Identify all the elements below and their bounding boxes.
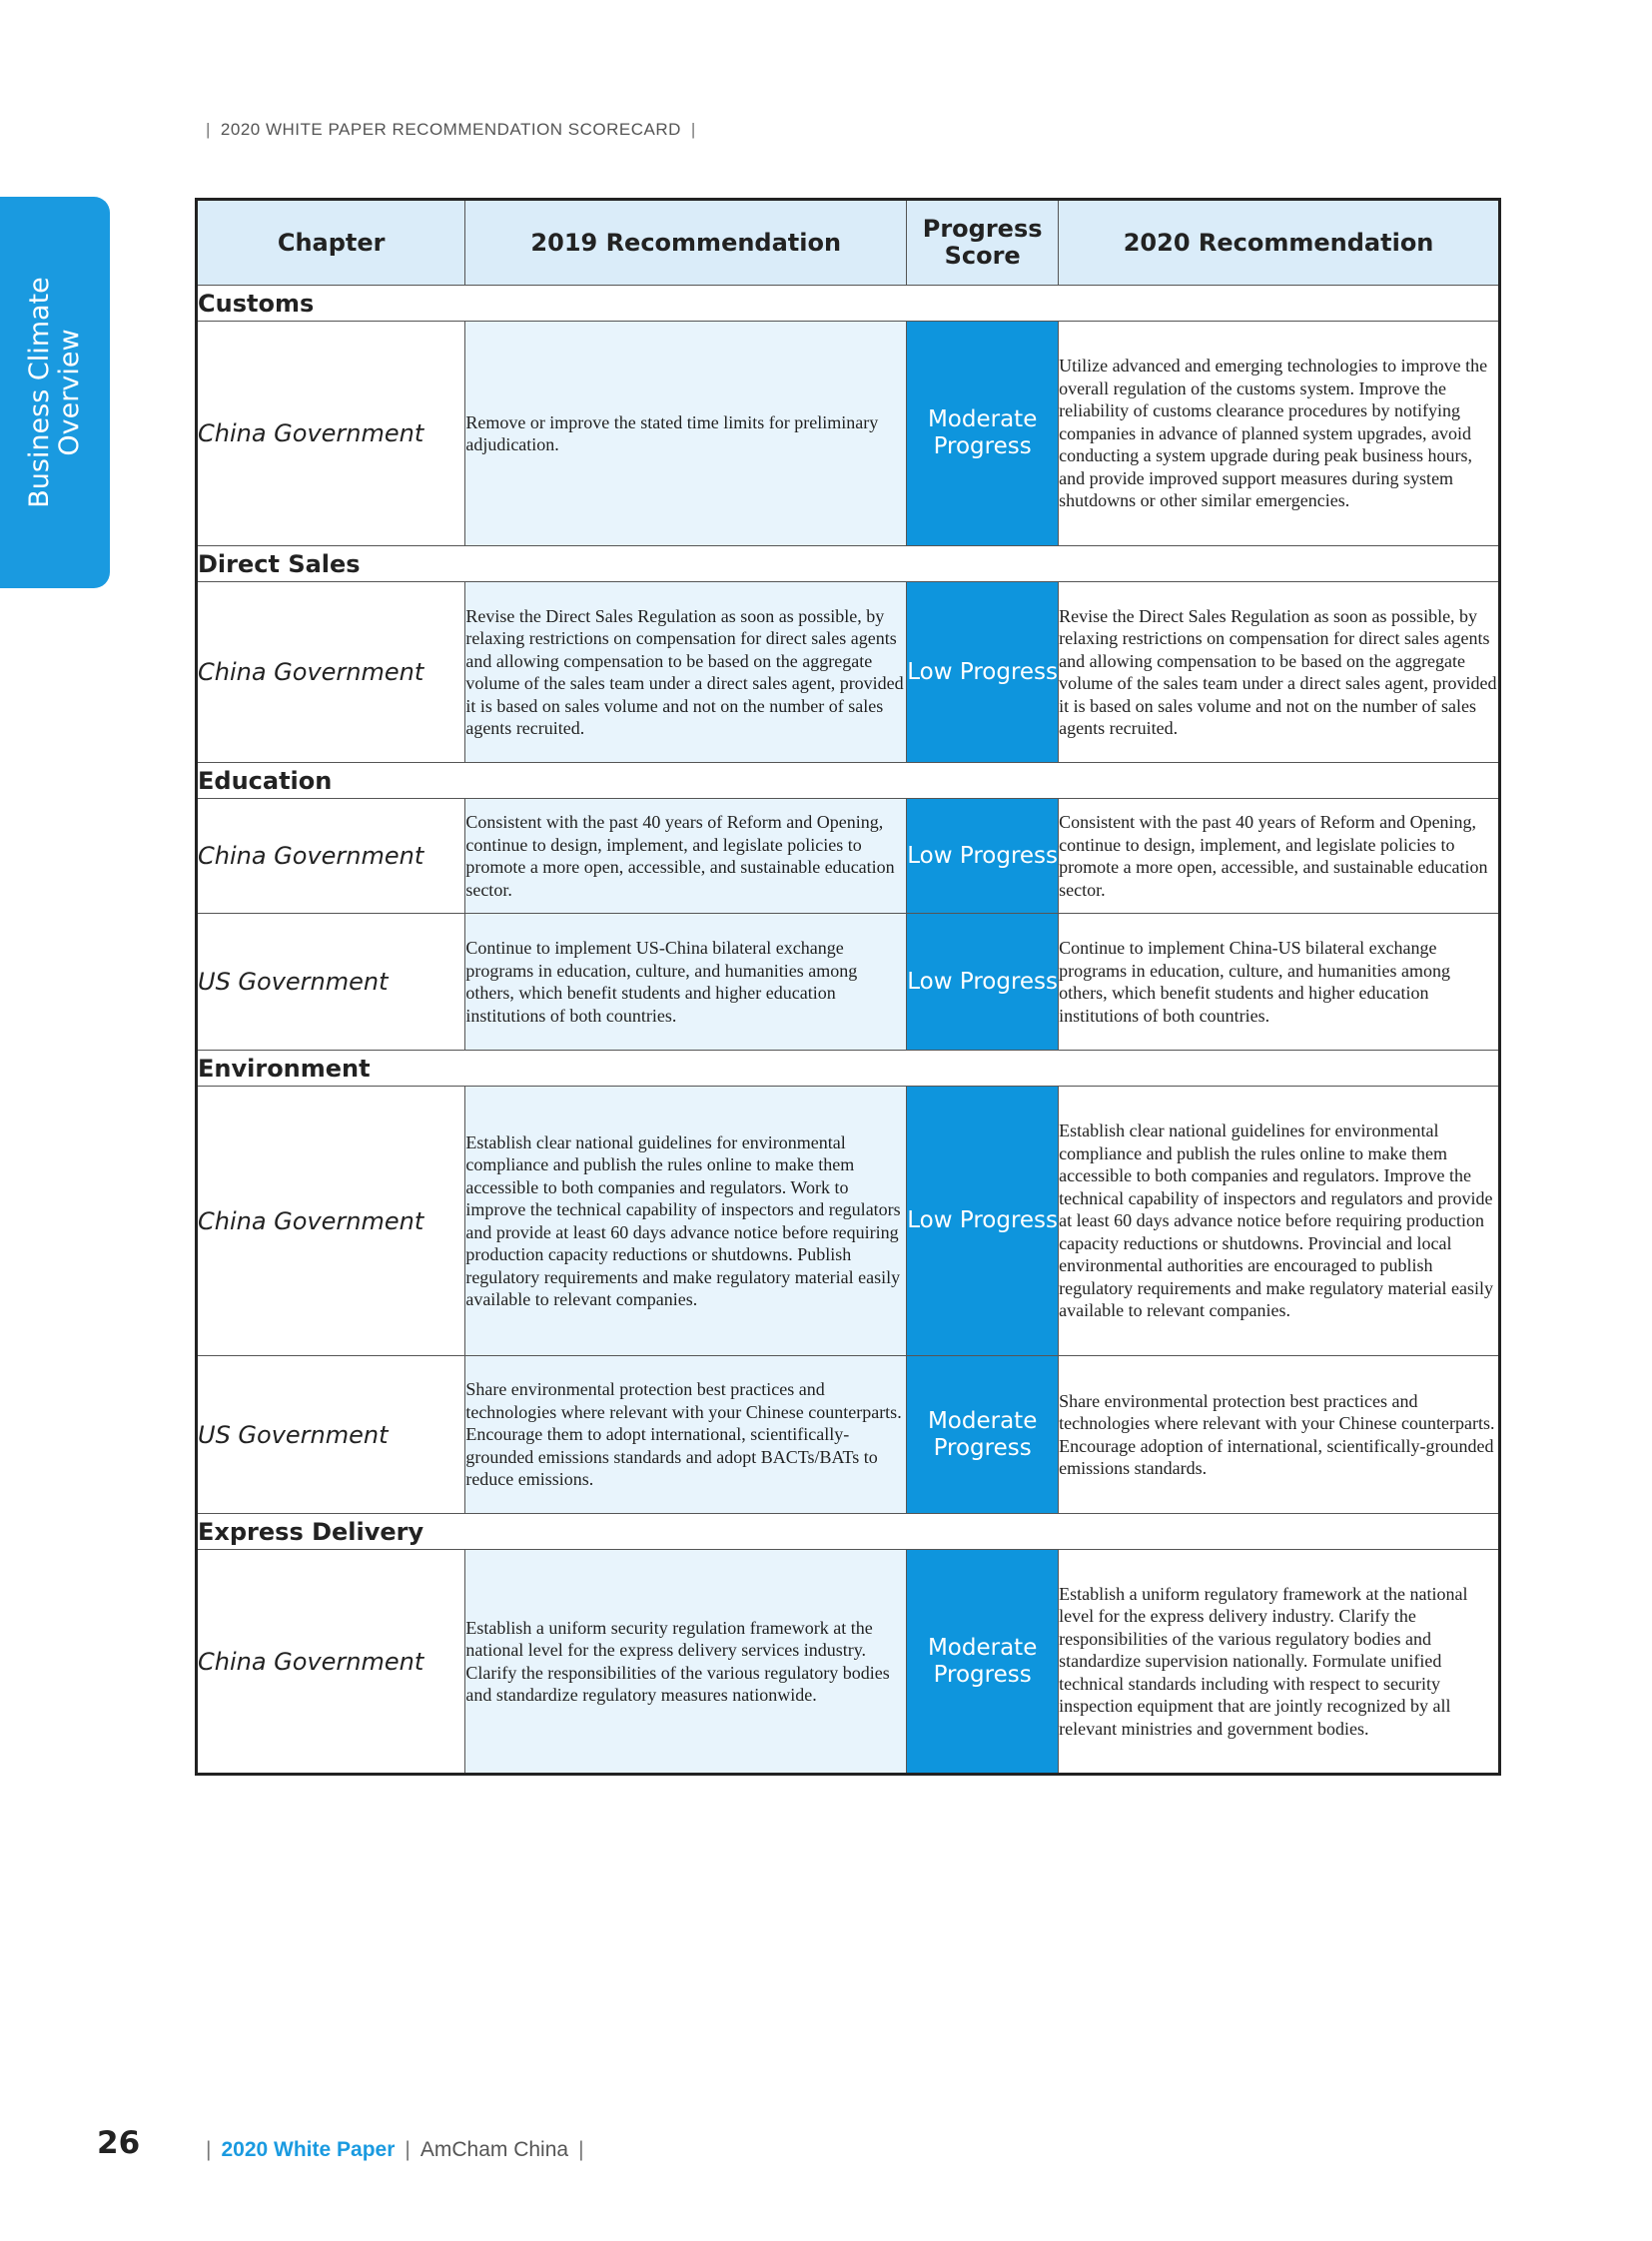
column-header-2019-recommendation: 2019 Recommendation bbox=[465, 200, 907, 286]
rec-2020-cell: Share environmental protection best practices and technologies where relevant with your Chinese counterparts. Encourage adoption of international, scientifically-grounded emissions standards. bbox=[1059, 1356, 1500, 1514]
side-tab-line1: Business Climate bbox=[24, 277, 55, 508]
footer-divider: | bbox=[206, 2138, 212, 2161]
rec-2019-cell: Share environmental protection best practices and technologies where relevant with your Chinese counterparts. Encourage them to adopt international, scientifically-grounded emissions standards and adopt BACTs/BATs to reduce emissions. bbox=[465, 1356, 907, 1514]
header-divider: | bbox=[690, 120, 696, 139]
recommendation-scorecard-table bbox=[195, 198, 1501, 1776]
running-footer bbox=[196, 2138, 594, 2162]
progress-score-cell: Low Progress bbox=[907, 799, 1059, 914]
section-row bbox=[197, 546, 1500, 582]
column-header-2020-recommendation: 2020 Recommendation bbox=[1059, 200, 1500, 286]
header-divider: | bbox=[206, 120, 211, 139]
chapter-cell: US Government bbox=[197, 914, 465, 1051]
footer-publication: 2020 White Paper bbox=[221, 2138, 396, 2161]
progress-score-cell: Low Progress bbox=[907, 1087, 1059, 1356]
rec-2020-cell: Establish clear national guidelines for environmental compliance and publish the rules online to make them accessible to both companies and regulators. Improve the technical capability of inspectors and regulators and provide at least 60 days advance notice before requiring production capacity reductions or shutdowns. Provincial and local environmental authorities are encouraged to publish regulatory requirements and make regulatory material easily available to relevant companies. bbox=[1059, 1087, 1500, 1356]
rec-2020-cell: Continue to implement China-US bilateral exchange programs in education, culture, and humanities among others, which benefit students and higher education institutions of both countries. bbox=[1059, 914, 1500, 1051]
side-tab-label bbox=[25, 277, 85, 508]
side-tab-line2: Overview bbox=[54, 329, 85, 456]
column-header-chapter: Chapter bbox=[197, 200, 465, 286]
section-title-education: Education bbox=[197, 763, 1500, 799]
page-number: 26 bbox=[97, 2125, 141, 2161]
header-title: 2020 WHITE PAPER RECOMMENDATION SCORECARD bbox=[220, 120, 681, 139]
table-row bbox=[197, 799, 1500, 914]
rec-2019-cell: Continue to implement US-China bilateral exchange programs in education, culture, and humanities among others, which benefit students and higher education institutions of both countries. bbox=[465, 914, 907, 1051]
table-row bbox=[197, 322, 1500, 546]
section-title-environment: Environment bbox=[197, 1051, 1500, 1087]
table-row bbox=[197, 1550, 1500, 1775]
section-row bbox=[197, 1514, 1500, 1550]
chapter-cell: China Government bbox=[197, 799, 465, 914]
rec-2019-cell: Establish clear national guidelines for environmental compliance and publish the rules online to make them accessible to both companies and regulators. Work to improve the technical capability of inspectors and regulators and provide at least 60 days advance notice before requiring production capacity reductions or shutdowns. Publish regulatory requirements and make regulatory material easily available to relevant companies. bbox=[465, 1087, 907, 1356]
footer-divider: | bbox=[578, 2138, 584, 2161]
section-title-customs: Customs bbox=[197, 286, 1500, 322]
progress-score-cell: Moderate Progress bbox=[907, 1550, 1059, 1775]
progress-score-cell: Low Progress bbox=[907, 914, 1059, 1051]
table-row bbox=[197, 1356, 1500, 1514]
rec-2020-cell: Consistent with the past 40 years of Reform and Opening, continue to design, implement, and legislate policies to promote a more open, accessible, and sustainable education sector. bbox=[1059, 799, 1500, 914]
table-row bbox=[197, 582, 1500, 763]
rec-2019-cell: Revise the Direct Sales Regulation as soon as possible, by relaxing restrictions on compensation for direct sales agents and allowing compensation to be based on the aggregate volume of the sales team under a direct sales agent, provided it is based on sales volume and not on the number of sales agents recruited. bbox=[465, 582, 907, 763]
chapter-cell: China Government bbox=[197, 322, 465, 546]
footer-organization: AmCham China bbox=[419, 2138, 569, 2161]
rec-2020-cell: Establish a uniform regulatory framework at the national level for the express delivery industry. Clarify the responsibilities of the various regulatory bodies and standardize supervision nationally. Formulate unified technical standards including with respect to security inspection equipment that are jointly recognized by all relevant ministries and government bodies. bbox=[1059, 1550, 1500, 1775]
chapter-cell: China Government bbox=[197, 582, 465, 763]
rec-2020-cell: Utilize advanced and emerging technologies to improve the overall regulation of the customs system. Improve the reliability of customs clearance procedures by notifying companies in advance of planned system upgrades, avoid conducting a system upgrade during peak business hours, and provide improved support measures during system shutdowns or other similar emergencies. bbox=[1059, 322, 1500, 546]
rec-2019-cell: Establish a uniform security regulation framework at the national level for the express delivery services industry. Clarify the responsibilities of the various regulatory bodies and standardize regulatory measures nationwide. bbox=[465, 1550, 907, 1775]
section-side-tab bbox=[0, 197, 110, 588]
chapter-cell: China Government bbox=[197, 1550, 465, 1775]
progress-score-cell: Low Progress bbox=[907, 582, 1059, 763]
column-header-progress-score: Progress Score bbox=[907, 200, 1059, 286]
running-header bbox=[196, 120, 706, 140]
table-row bbox=[197, 1087, 1500, 1356]
section-title-express-delivery: Express Delivery bbox=[197, 1514, 1500, 1550]
chapter-cell: China Government bbox=[197, 1087, 465, 1356]
section-row bbox=[197, 1051, 1500, 1087]
section-title-direct-sales: Direct Sales bbox=[197, 546, 1500, 582]
rec-2019-cell: Remove or improve the stated time limits for preliminary adjudication. bbox=[465, 322, 907, 546]
chapter-cell: US Government bbox=[197, 1356, 465, 1514]
table-header-row bbox=[197, 200, 1500, 286]
rec-2020-cell: Revise the Direct Sales Regulation as soon as possible, by relaxing restrictions on compensation for direct sales agents and allowing compensation to be based on the aggregate volume of the sales team under a direct sales agent, provided it is based on sales volume and not on the number of sales agents recruited. bbox=[1059, 582, 1500, 763]
footer-divider: | bbox=[405, 2138, 411, 2161]
rec-2019-cell: Consistent with the past 40 years of Reform and Opening, continue to design, implement, and legislate policies to promote a more open, accessible, and sustainable education sector. bbox=[465, 799, 907, 914]
table-row bbox=[197, 914, 1500, 1051]
section-row bbox=[197, 763, 1500, 799]
progress-score-cell: Moderate Progress bbox=[907, 322, 1059, 546]
progress-score-cell: Moderate Progress bbox=[907, 1356, 1059, 1514]
section-row bbox=[197, 286, 1500, 322]
